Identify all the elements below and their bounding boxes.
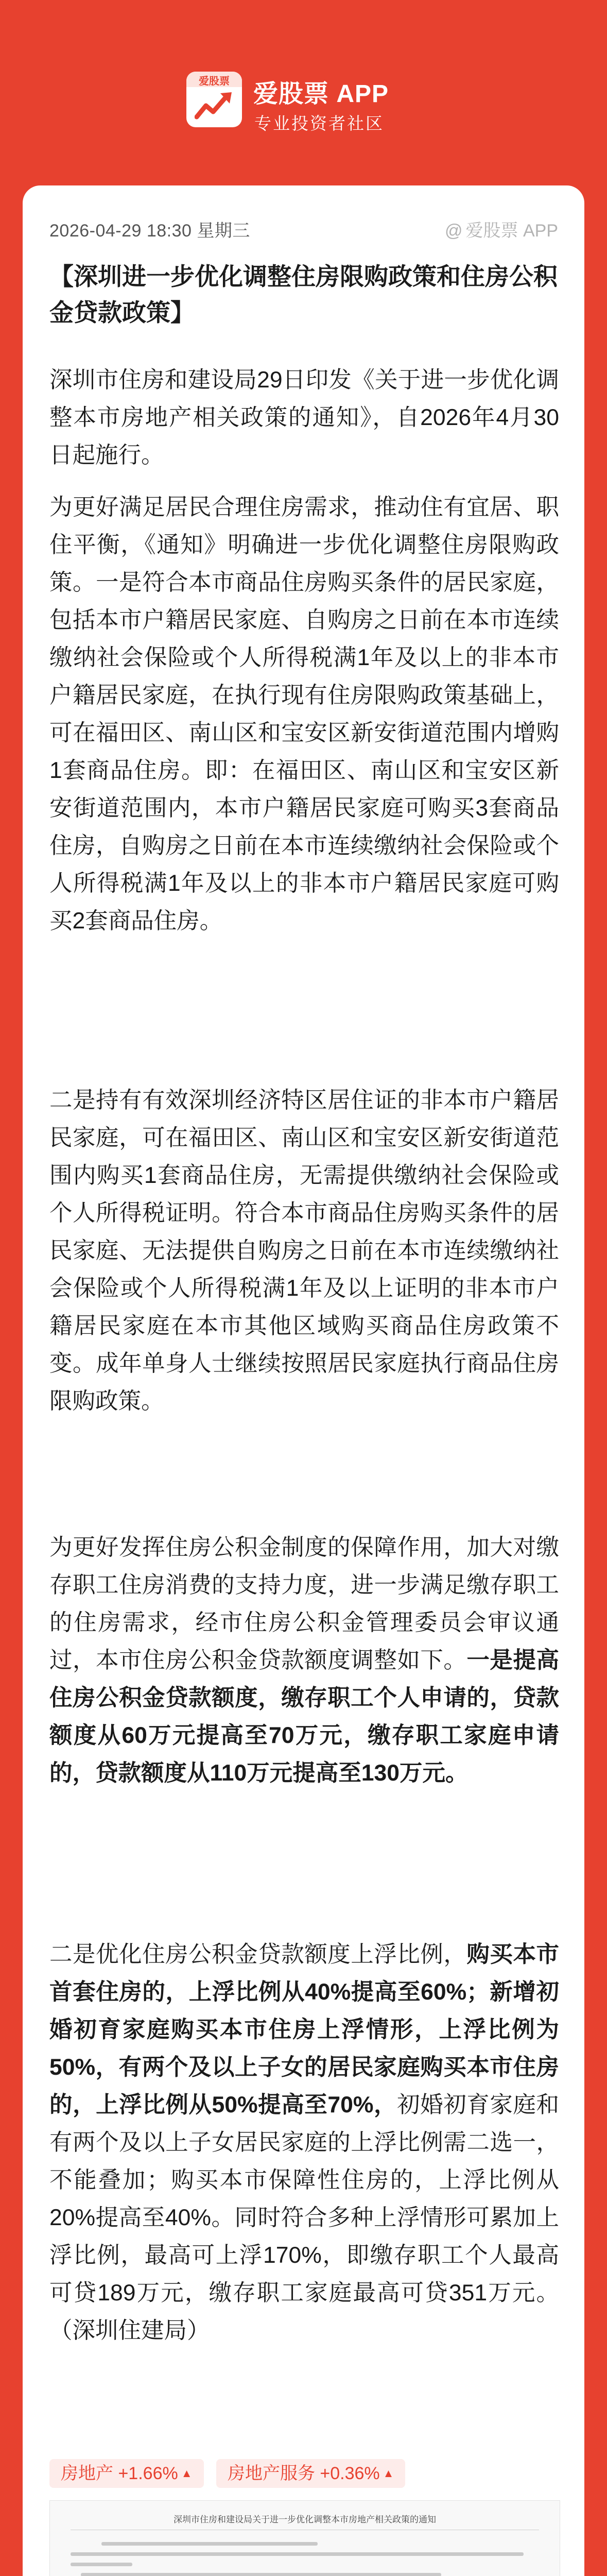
document-text-line bbox=[71, 2563, 132, 2566]
post-datetime: 2026-04-29 18:30 星期三 bbox=[49, 221, 250, 241]
trend-chart-icon bbox=[195, 90, 234, 123]
document-text-line bbox=[101, 2542, 318, 2546]
post-source bbox=[445, 216, 558, 242]
paragraph-4-bold: 一是提高住房公积金贷款额度，缴存职工个人申请的，贷款额度从60万元提高至70万元，缴存职工家庭申请的，贷款额度从110万元提高至130万元。 bbox=[49, 1648, 559, 1786]
paragraph-5 bbox=[49, 1936, 559, 2349]
paragraph-5-lead: 二是优化住房公积金贷款额度上浮比例， bbox=[49, 1942, 467, 1967]
paragraph-5-bold: 购买本市首套住房的，上浮比例从40%提高至60%；新增初婚初育家庭购买本市住房上浮情形，上浮比例为50%，有两个及以上子女的居民家庭购买本市住房的，上浮比例从50%提高至70%， bbox=[49, 1942, 559, 2117]
stock-tags bbox=[49, 2459, 415, 2488]
post-card bbox=[23, 185, 584, 2576]
paragraph-5-tail: 初婚初育家庭和有两个及以上子女居民家庭的上浮比例需二选一，不能叠加；购买本市保障性住房的，上浮比例从20%提高至40%。同时符合多种上浮情形可累加上浮比例，最高可上浮170%，即缴存职工个人最高可贷189万元，缴存职工家庭最高可贷351万元。（深圳住建局） bbox=[49, 2092, 559, 2343]
app-header bbox=[0, 0, 607, 175]
tag-real-estate-services[interactable] bbox=[216, 2459, 406, 2488]
document-preview-image[interactable] bbox=[49, 2500, 560, 2576]
document-text-line bbox=[71, 2552, 524, 2556]
post-title: 【深圳进一步优化调整住房限购政策和住房公积金贷款政策】 bbox=[49, 263, 558, 326]
app-name: 爱股票 APP bbox=[253, 80, 389, 108]
document-title: 深圳市住房和建设局关于进一步优化调整本市房地产相关政策的通知 bbox=[174, 2515, 436, 2524]
tag-real-estate[interactable] bbox=[49, 2459, 204, 2488]
paragraph-3: 二是持有有效深圳经济特区居住证的非本市户籍居民家庭，可在福田区、南山区和宝安区新安街道范围内购买1套商品住房，无需提供缴纳社会保险或个人所得税证明。符合本市商品住房购买条件的居民家庭、无法提供自购房之日前在本市连续缴纳社会保险或个人所得税满1年及以上证明的非本市户籍居民家庭在本市其他区域购买商品住房政策不变。成年单身人士继续按照居民家庭执行商品住房限购政策。 bbox=[49, 1088, 559, 1414]
logo-text: 爱股票 bbox=[199, 76, 230, 87]
tag-label: 房地产服务 +0.36% bbox=[227, 2464, 380, 2483]
up-arrow-icon: ▲ bbox=[181, 2467, 193, 2480]
up-arrow-icon: ▲ bbox=[383, 2467, 394, 2480]
post-source-label: 爱股票 APP bbox=[465, 221, 558, 241]
paragraph-2: 为更好满足居民合理住房需求，推动住有宜居、职住平衡，《通知》明确进一步优化调整住房限购政策。一是符合本市商品住房购买条件的居民家庭，包括本市户籍居民家庭、自购房之日前在本市连续缴纳社会保险或个人所得税满1年及以上的非本市户籍居民家庭，在执行现有住房限购政策基础上，可在福田区、南山区和宝安区新安街道范围内增购1套商品住房。即：在福田区、南山区和宝安区新安街道范围内，本市户籍居民家庭可购买3套商品住房，自购房之日前在本市连续缴纳社会保险或个人所得税满1年及以上的非本市户籍居民家庭可购买2套商品住房。 bbox=[49, 495, 559, 934]
tag-label: 房地产 +1.66% bbox=[61, 2464, 178, 2483]
post-meta bbox=[49, 216, 558, 242]
paragraph-4-text: 为更好发挥住房公积金制度的保障作用，加大对缴存职工住房消费的支持力度，进一步满足缴存职工的住房需求，经市住房公积金管理委员会审议通过，本市住房公积金贷款额度调整如下。 bbox=[49, 1535, 559, 1673]
app-tagline: 专业投资者社区 bbox=[254, 114, 384, 133]
paragraph-1: 深圳市住房和建设局29日印发《关于进一步优化调整本市房地产相关政策的通知》，自2026年4月30日起施行。 bbox=[49, 367, 559, 468]
app-logo bbox=[186, 72, 242, 127]
paragraph-4 bbox=[49, 1529, 559, 1792]
document-text-line bbox=[81, 2573, 441, 2576]
at-icon: @ bbox=[445, 221, 463, 241]
